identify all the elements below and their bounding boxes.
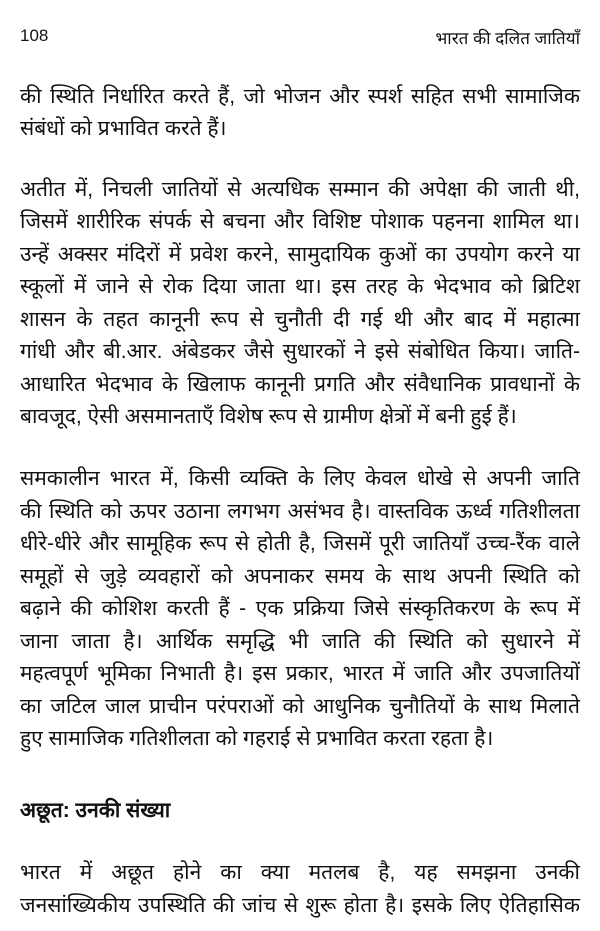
text-line: की स्थिति को ऊपर उठाना लगभग असंभव है। वास्तविक ऊर्ध्व गतिशीलता <box>20 500 580 523</box>
text-line: जाना जाता है। आर्थिक समृद्धि भी जाति की स्थिति को सुधारने में <box>20 630 580 653</box>
text-line: अतीत में, निचली जातियों से अत्यधिक सम्मान की अपेक्षा की जाती थी, <box>20 178 580 201</box>
text-line: की स्थिति निर्धारित करते हैं, जो भोजन और स्पर्श सहित सभी सामाजिक <box>20 85 580 108</box>
text-line: शासन के तहत कानूनी रूप से चुनौती दी गई थी और बाद में महात्मा <box>20 308 580 331</box>
text-line: आधारित भेदभाव के खिलाफ कानूनी प्रगति और संवैधानिक प्रावधानों के <box>20 373 580 396</box>
text-line: बावजूद, ऐसी असमानताएँ विशेष रूप से ग्रामीण क्षेत्रों में बनी हुई हैं। <box>20 405 517 428</box>
text-line: जनसांख्यिकीय उपस्थिति की जांच से शुरू होता है। इसके लिए ऐतिहासिक <box>20 894 580 917</box>
text-line: संबंधों को प्रभावित करते हैं। <box>20 117 227 140</box>
text-line: समूहों से जुड़े व्यवहारों को अपनाकर समय के साथ अपनी स्थिति को <box>20 565 580 588</box>
section-heading: अछूत: उनकी संख्या <box>20 799 171 822</box>
text-line: गांधी और बी.आर. अंबेडकर जैसे सुधारकों ने इसे संबोधित किया। जाति- <box>20 340 580 363</box>
text-line: बढ़ाने की कोशिश करती हैं - एक प्रक्रिया जिसे संस्कृतिकरण के रूप में <box>20 597 580 620</box>
page-number: 108 <box>20 26 49 45</box>
text-line: हुए सामाजिक गतिशीलता को गहराई से प्रभावित करता रहता है। <box>20 727 494 750</box>
text-line: स्कूलों में जाने से रोक दिया जाता था। इस तरह के भेदभाव को ब्रिटिश <box>20 275 580 298</box>
text-line: धीरे-धीरे और सामूहिक रूप से होती है, जिसमें पूरी जातियाँ उच्च-रैंक वाले <box>20 532 580 555</box>
text-line: भारत में अछूत होने का क्या मतलब है, यह समझना उनकी <box>20 861 580 884</box>
text-line: उन्हें अक्सर मंदिरों में प्रवेश करने, सामुदायिक कुओं का उपयोग करने या <box>20 243 580 266</box>
text-line: जिसमें शारीरिक संपर्क से बचना और विशिष्ट पोशाक पहनना शामिल था। <box>20 210 580 233</box>
text-line: का जटिल जाल प्राचीन परंपराओं को आधुनिक चुनौतियों के साथ मिलाते <box>20 695 580 718</box>
running-title: भारत की दलित जातियाँ <box>435 29 580 48</box>
text-line: महत्वपूर्ण भूमिका निभाती है। इस प्रकार, भारत में जाति और उपजातियों <box>20 662 580 685</box>
text-line: समकालीन भारत में, किसी व्यक्ति के लिए केवल धोखे से अपनी जाति <box>20 467 580 490</box>
